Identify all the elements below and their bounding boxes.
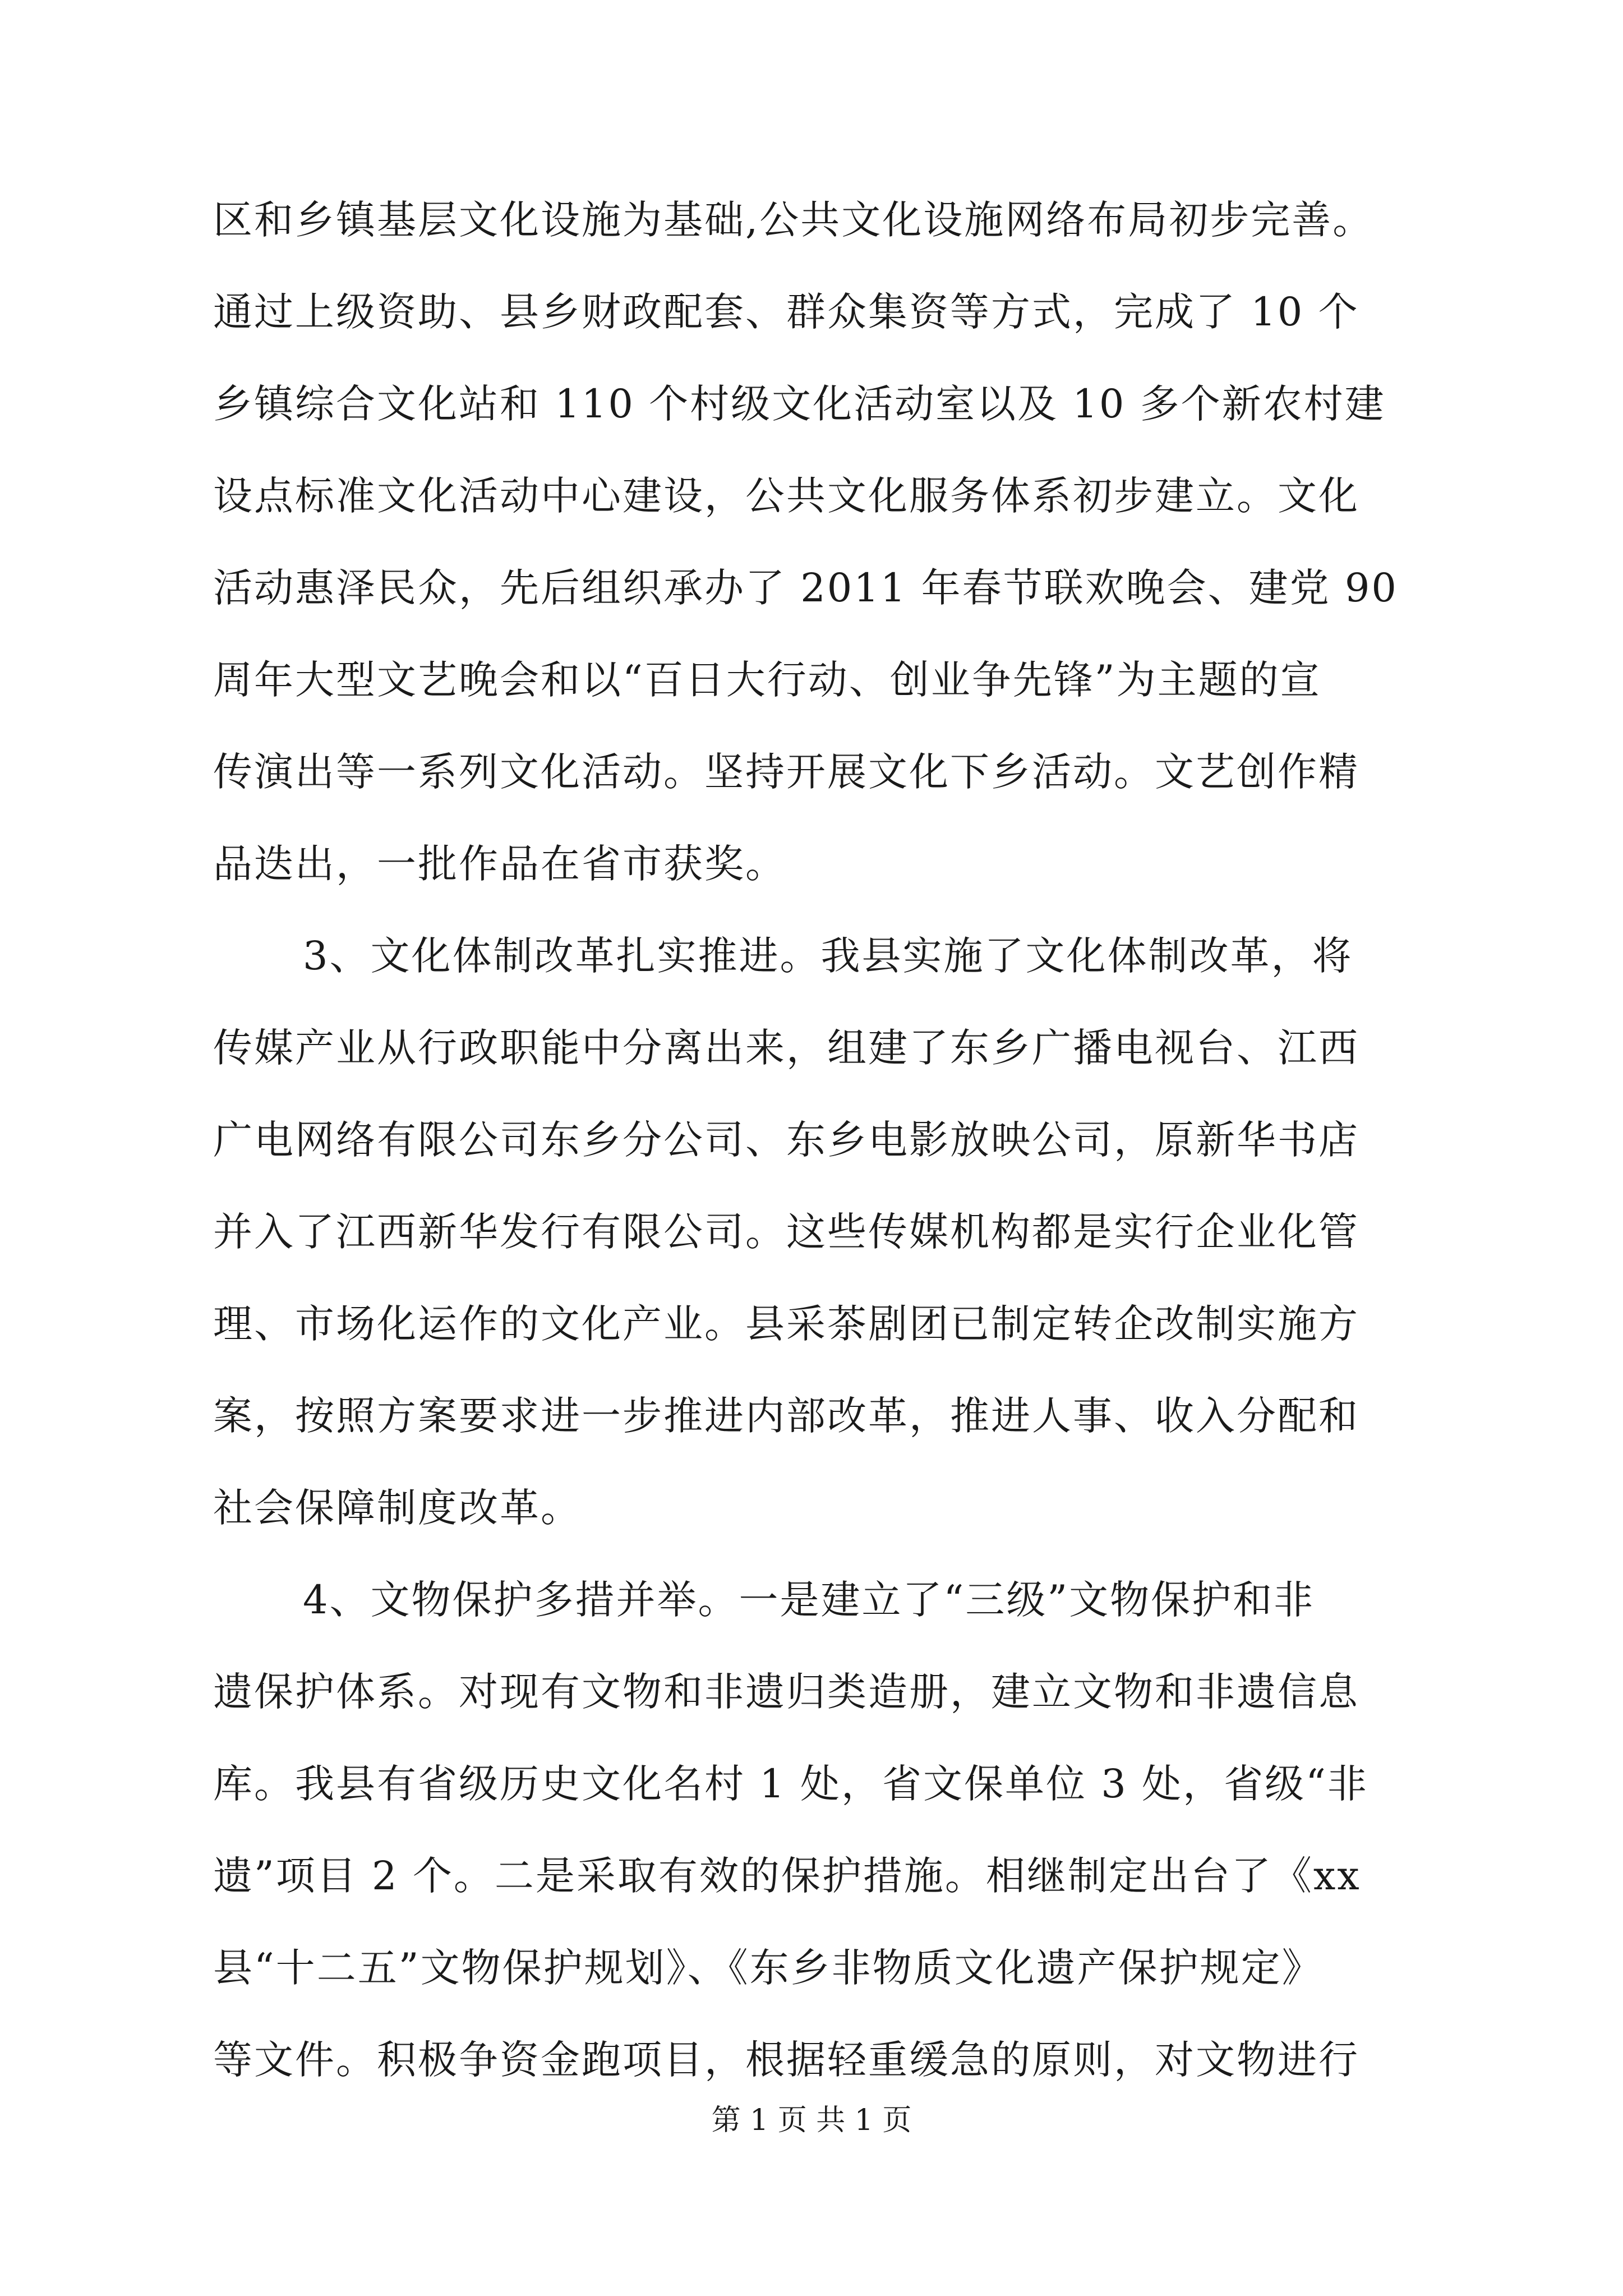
- text-line: 传媒产业从行政职能中分离出来，组建了东乡广播电视台、江西: [213, 1025, 1359, 1071]
- text-line: 传演出等一系列文化活动。坚持开展文化下乡活动。文艺创作精: [213, 749, 1359, 795]
- text-line: 遗”项目 2 个。二是采取有效的保护措施。相继制定出台了《xx: [213, 1853, 1361, 1899]
- paragraph-heading-4: 4、文物保护多措并举。一是建立了“三级”文物保护和非: [303, 1577, 1315, 1623]
- text-line: 品迭出，一批作品在省市获奖。: [213, 841, 786, 887]
- page-number: 第 1 页 共 1 页: [711, 2104, 912, 2137]
- text-line: 县“十二五”文物保护规划》、《东乡非物质文化遗产保护规定》: [213, 1945, 1323, 1991]
- text-line: 设点标准文化活动中心建设，公共文化服务体系初步建立。文化: [213, 473, 1359, 519]
- text-line: 周年大型文艺晚会和以“百日大行动、创业争先锋”为主题的宣: [213, 657, 1321, 703]
- text-line: 活动惠泽民众，先后组织承办了 2011 年春节联欢晚会、建党 90: [213, 565, 1398, 611]
- text-line: 遗保护体系。对现有文物和非遗归类造册，建立文物和非遗信息: [213, 1669, 1359, 1715]
- text-line: 案，按照方案要求进一步推进内部改革，推进人事、收入分配和: [213, 1393, 1359, 1439]
- document-body: [213, 174, 1469, 2106]
- text-line: 广电网络有限公司东乡分公司、东乡电影放映公司，原新华书店: [213, 1117, 1359, 1163]
- page-footer: [0, 2101, 1623, 2140]
- text-line: 区和乡镇基层文化设施为基础,公共文化设施网络布局初步完善。: [213, 197, 1374, 243]
- text-line: 乡镇综合文化站和 110 个村级文化活动室以及 10 多个新农村建: [213, 381, 1386, 427]
- paragraph-heading-3: 3、文化体制改革扎实推进。我县实施了文化体制改革，将: [303, 933, 1353, 979]
- text-line: 等文件。积极争资金跑项目，根据轻重缓急的原则，对文物进行: [213, 2037, 1359, 2083]
- text-line: 库。我县有省级历史文化名村 1 处，省文保单位 3 处，省级“非: [213, 1761, 1368, 1807]
- text-line: 理、市场化运作的文化产业。县采茶剧团已制定转企改制实施方: [213, 1301, 1359, 1347]
- text-line: 通过上级资助、县乡财政配套、群众集资等方式，完成了 10 个: [213, 289, 1359, 335]
- text-line: 社会保障制度改革。: [213, 1485, 582, 1531]
- text-line: 并入了江西新华发行有限公司。这些传媒机构都是实行企业化管: [213, 1209, 1359, 1255]
